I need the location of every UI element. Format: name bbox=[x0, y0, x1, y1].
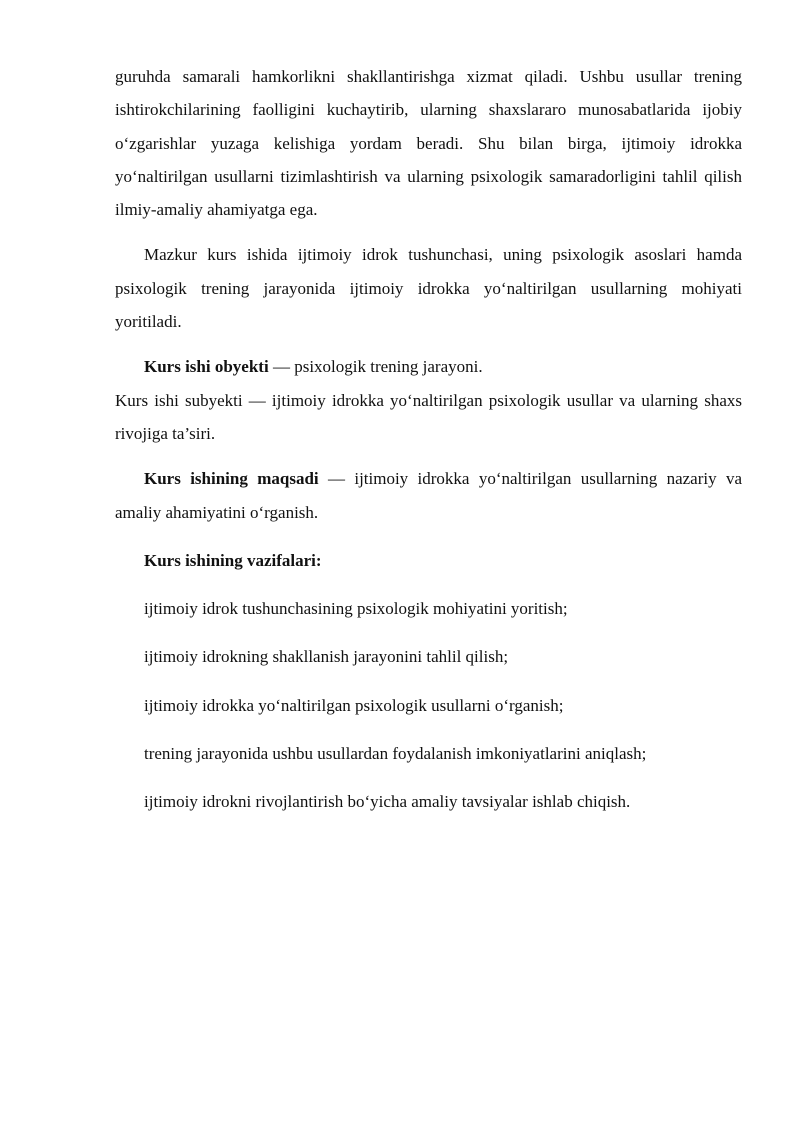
paragraph-object bbox=[115, 350, 742, 383]
paragraph-course-scope: Mazkur kurs ishida ijtimoiy idrok tushunchasi, uning psixologik asoslari hamda psixologik trening jarayonida ijtimoiy idrokka yo‘naltirilgan usullarning mohiyati yoritiladi. bbox=[115, 245, 742, 332]
goal-label: Kurs ishining maqsadi bbox=[144, 469, 319, 489]
paragraph-intro: guruhda samarali hamkorlikni shakllantirishga xizmat qiladi. Ushbu usullar trening ishtirokchilarining faolligini kuchaytirib, ularning shaxslararo munosabatlarida ijobiy o‘zgarishlar yuzaga kelishiga yordam beradi. Shu bilan birga, ijtimoiy idrokka yo‘naltirilgan usullarni tizimlashtirish va ularning psixologik samaradorligini tahlil qilish ilmiy-amaliy ahamiyatga ega. bbox=[115, 67, 742, 220]
task-item: ijtimoiy idrokka yo‘naltirilgan psixologik usullarni o‘rganish; bbox=[144, 695, 564, 715]
task-item: ijtimoiy idrok tushunchasining psixologik mohiyatini yoritish; bbox=[144, 599, 568, 619]
task-item: ijtimoiy idrokning shakllanish jarayonini tahlil qilish; bbox=[144, 647, 509, 667]
task-item: ijtimoiy idrokni rivojlantirish bo‘yicha amaliy tavsiyalar ishlab chiqish. bbox=[144, 792, 631, 812]
goal-text: — ijtimoiy idrokka yo‘naltirilgan usullarning nazariy va amaliy ahamiyatini o‘rganish. bbox=[115, 469, 742, 522]
tasks-heading-text: Kurs ishining vazifalari: bbox=[144, 550, 322, 570]
object-label: Kurs ishi obyekti bbox=[144, 357, 269, 377]
object-text: — psixologik trening jarayoni. bbox=[268, 357, 483, 377]
paragraph-subject: Kurs ishi subyekti — ijtimoiy idrokka yo‘naltirilgan psixologik usullar va ularning shaxs rivojiga ta’siri. bbox=[115, 390, 742, 443]
tasks-heading bbox=[115, 544, 742, 577]
document-page bbox=[115, 60, 742, 819]
task-item: trening jarayonida ushbu usullardan foydalanish imkoniyatlarini aniqlash; bbox=[144, 744, 647, 764]
tasks-list bbox=[115, 592, 742, 818]
paragraph-goal bbox=[115, 462, 742, 529]
